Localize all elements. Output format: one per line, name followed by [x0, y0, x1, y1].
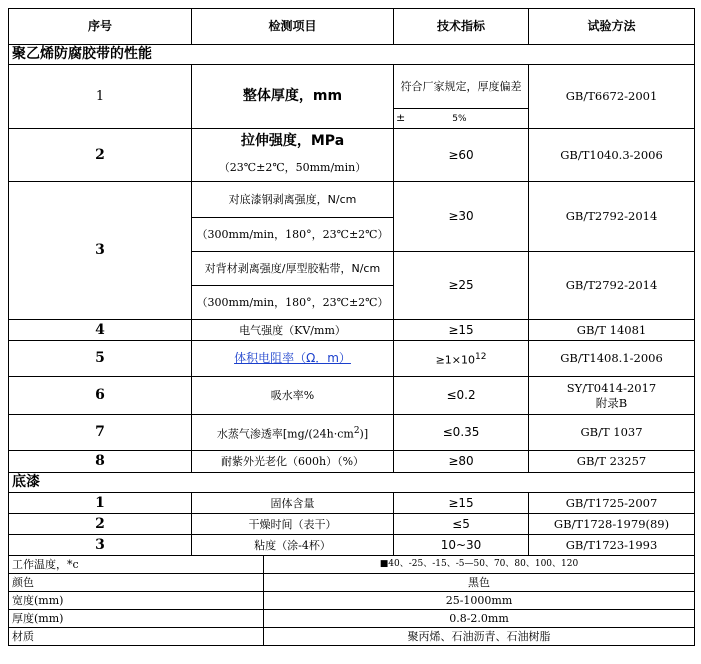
property-row — [9, 556, 695, 574]
row-spec: 10~30 — [394, 535, 529, 556]
row-item-exponent: 2 — [353, 425, 360, 436]
section-row-tape — [9, 45, 695, 65]
section-row-primer — [9, 473, 695, 493]
row-spec-steel-peel: ≥30 — [394, 182, 529, 252]
header-item: 检测项目 — [192, 9, 394, 45]
header-row — [9, 9, 695, 45]
volume-resistivity-link[interactable]: 体积电阻率（Ω．m） — [192, 341, 394, 377]
row-method: GB/T1040.3-2006 — [529, 129, 695, 182]
table-row — [9, 377, 695, 415]
row-spec: ≤5 — [394, 514, 529, 535]
row-spec — [394, 341, 529, 377]
property-label: 厚度(mm) — [9, 610, 264, 628]
property-row — [9, 610, 695, 628]
row-item: 粘度（涂-4杯） — [192, 535, 394, 556]
row-no: 1 — [9, 493, 192, 514]
row-method-standard: SY/T0414-2017 — [566, 380, 657, 395]
row-spec: ≥60 — [394, 129, 529, 182]
row-method: GB/T1728-1979(89) — [529, 514, 695, 535]
property-value: 聚丙烯、石油沥青、石油树脂 — [264, 628, 695, 646]
row-no: 3 — [9, 182, 192, 320]
table-row — [9, 514, 695, 535]
property-row — [9, 628, 695, 646]
row-spec: ≥15 — [394, 493, 529, 514]
table-row — [9, 341, 695, 377]
property-value: 0.8-2.0mm — [264, 610, 695, 628]
row-item-steel-peel-condition: （300mm/min，180°，23℃±2℃） — [192, 218, 394, 252]
table-row — [9, 493, 695, 514]
row-item-end: )] — [359, 427, 369, 441]
row-method-steel-peel: GB/T2792-2014 — [529, 182, 695, 252]
table-row — [9, 65, 695, 109]
row-item: 耐紫外光老化（600h）（%） — [192, 451, 394, 473]
row-method: GB/T1408.1-2006 — [529, 341, 695, 377]
table-row — [9, 535, 695, 556]
row-no: 7 — [9, 415, 192, 451]
row-no: 4 — [9, 320, 192, 341]
table-row — [9, 182, 695, 218]
row-spec: ≥15 — [394, 320, 529, 341]
row-spec-base: ≥1×10 — [435, 353, 475, 367]
row-method: GB/T6672-2001 — [529, 65, 695, 129]
property-row — [9, 592, 695, 610]
row-spec: ≤0.35 — [394, 415, 529, 451]
row-no: 2 — [9, 129, 192, 182]
row-spec: ≤0.2 — [394, 377, 529, 415]
header-no: 序号 — [9, 9, 192, 45]
row-no: 5 — [9, 341, 192, 377]
row-method-backing-peel: GB/T2792-2014 — [529, 252, 695, 320]
row-item: 干燥时间（表干） — [192, 514, 394, 535]
row-item: 固体含量 — [192, 493, 394, 514]
property-value: 25-1000mm — [264, 592, 695, 610]
row-method — [529, 377, 695, 415]
row-item: 吸水率% — [192, 377, 394, 415]
tolerance-sign: ± — [396, 111, 406, 124]
row-no: 1 — [9, 65, 192, 129]
row-item: 拉伸强度，MPa — [192, 129, 394, 154]
header-method: 试验方法 — [529, 9, 695, 45]
table-row — [9, 129, 695, 154]
row-item-steel-peel: 对底漆钢剥离强度，N/cm — [192, 182, 394, 218]
row-method: GB/T 23257 — [529, 451, 695, 473]
property-value: 黑色 — [264, 574, 695, 592]
property-row — [9, 574, 695, 592]
row-item-text: 水蒸气渗透率[mg/(24h·cm — [216, 427, 354, 441]
row-item: 整体厚度，mm — [192, 65, 394, 129]
row-item-condition: （23℃±2℃，50mm/min） — [192, 154, 394, 182]
property-label: 材质 — [9, 628, 264, 646]
row-spec: 符合厂家规定，厚度偏差 — [394, 65, 529, 109]
row-no: 2 — [9, 514, 192, 535]
row-method: GB/T1723-1993 — [529, 535, 695, 556]
table-row — [9, 320, 695, 341]
section-title-primer: 底漆 — [9, 473, 695, 493]
tolerance-value: 5% — [452, 114, 467, 124]
row-method: GB/T 1037 — [529, 415, 695, 451]
row-method: GB/T 14081 — [529, 320, 695, 341]
row-item: 电气强度（KV/mm） — [192, 320, 394, 341]
row-item — [192, 415, 394, 451]
row-no: 6 — [9, 377, 192, 415]
row-spec-tolerance — [394, 109, 529, 129]
row-item-backing-peel: 对背材剥离强度/厚型胶粘带，N/cm — [192, 252, 394, 286]
row-spec: ≥80 — [394, 451, 529, 473]
row-no: 8 — [9, 451, 192, 473]
spec-table — [8, 8, 695, 646]
property-value: ■40、-25、-15、-5—50、70、80、100、120 — [264, 556, 695, 574]
row-method: GB/T1725-2007 — [529, 493, 695, 514]
property-label: 颜色 — [9, 574, 264, 592]
row-item-backing-peel-condition: （300mm/min，180°，23℃±2℃） — [192, 286, 394, 320]
row-spec-backing-peel: ≥25 — [394, 252, 529, 320]
row-spec-exponent: 12 — [475, 351, 487, 362]
table-row — [9, 451, 695, 473]
row-method-appendix: 附录B — [595, 395, 628, 410]
table-row — [9, 415, 695, 451]
row-no: 3 — [9, 535, 192, 556]
section-title-tape: 聚乙烯防腐胶带的性能 — [9, 45, 695, 65]
property-label: 宽度(mm) — [9, 592, 264, 610]
property-label: 工作温度，*c — [9, 556, 264, 574]
header-spec: 技术指标 — [394, 9, 529, 45]
